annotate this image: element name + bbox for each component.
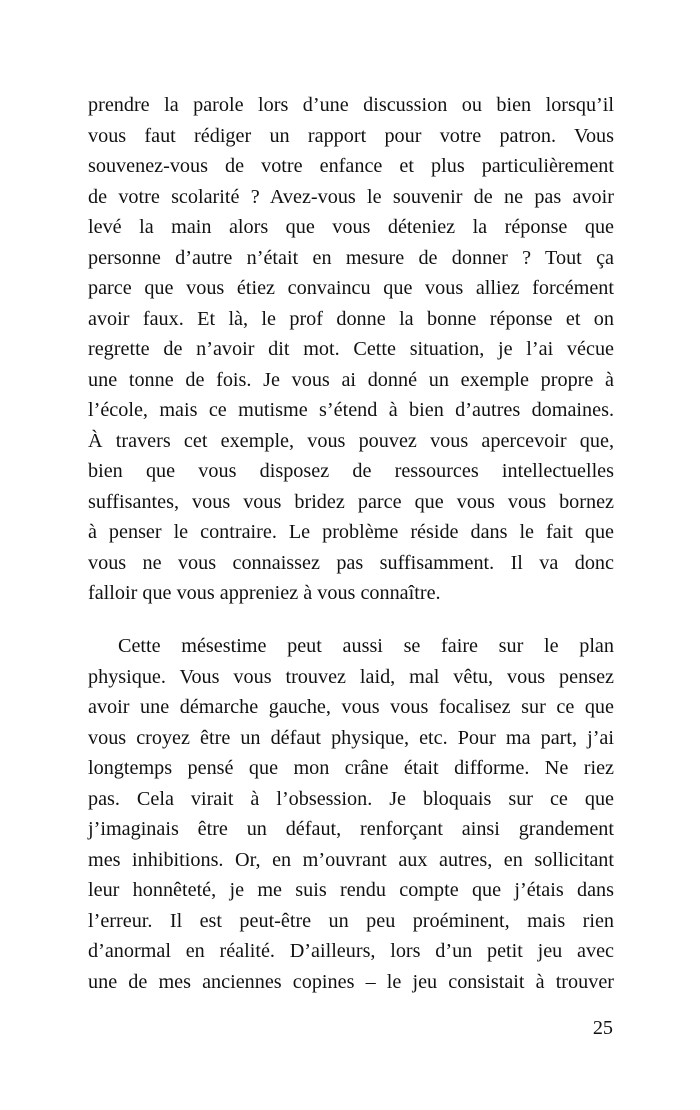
paragraph-line: Cette mésestime peut aussi se faire sur le plan	[118, 635, 614, 657]
paragraph-line: l’erreur. Il est peut-être un peu proéminent, mais rien	[88, 909, 614, 932]
paragraph-line: physique. Vous vous trouvez laid, mal vêtu, vous pensez	[88, 665, 614, 688]
page-number: 25	[592, 1017, 613, 1039]
paragraph-line: regrette de n’avoir dit mot. Cette situation, je l’ai vécue	[88, 338, 614, 360]
paragraph-2	[88, 631, 614, 997]
paragraph-line: leur honnêteté, je me suis rendu compte que j’étais dans	[88, 879, 614, 901]
paragraph-line: bien que vous disposez de ressources intellectuelles	[88, 460, 614, 482]
paragraph-line: longtemps pensé que mon crâne était difforme. Ne riez	[88, 757, 614, 779]
paragraph-line: falloir que vous appreniez à vous connaître.	[88, 582, 441, 604]
paragraph-line: l’école, mais ce mutisme s’étend à bien d’autres domaines.	[88, 399, 614, 421]
paragraph-line: vous croyez être un défaut physique, etc. Pour ma part, j’ai	[88, 726, 614, 749]
paragraph-line: mes inhibitions. Or, en m’ouvrant aux autres, en sollicitant	[88, 848, 614, 871]
paragraph-line: levé la main alors que vous déteniez la réponse que	[88, 216, 614, 238]
paragraph-line: parce que vous étiez convaincu que vous alliez forcément	[88, 277, 614, 299]
paragraph-line: avoir une démarche gauche, vous vous focalisez sur ce que	[88, 696, 614, 718]
paragraph-line: suffisantes, vous vous bridez parce que vous vous bornez	[88, 490, 614, 513]
paragraph-line: une de mes anciennes copines – le jeu consistait à trouver	[88, 970, 614, 993]
paragraph-line: personne d’autre n’était en mesure de donner ? Tout ça	[88, 246, 614, 269]
paragraph-line: de votre scolarité ? Avez-vous le souvenir de ne pas avoir	[88, 185, 614, 208]
paragraph-line: vous ne vous connaissez pas suffisamment. Il va donc	[88, 551, 614, 574]
paragraph-line: j’imaginais être un défaut, renforçant ainsi grandement	[88, 818, 614, 840]
paragraph-1	[88, 90, 614, 609]
paragraph-line: prendre la parole lors d’une discussion ou bien lorsqu’il	[88, 94, 614, 116]
paragraph-line: À travers cet exemple, vous pouvez vous apercevoir que,	[88, 429, 614, 452]
paragraph-line: vous faut rédiger un rapport pour votre patron. Vous	[88, 124, 614, 147]
paragraph-line: pas. Cela virait à l’obsession. Je bloquais sur ce que	[88, 787, 614, 810]
paragraph-line: à penser le contraire. Le problème réside dans le fait que	[88, 521, 614, 543]
paragraph-line: avoir faux. Et là, le prof donne la bonne réponse et on	[88, 307, 614, 330]
paragraph-line: d’anormal en réalité. D’ailleurs, lors d’un petit jeu avec	[88, 940, 614, 962]
paragraph-line: souvenez-vous de votre enfance et plus particulièrement	[88, 155, 614, 177]
paragraph-line: une tonne de fois. Je vous ai donné un exemple propre à	[88, 368, 614, 391]
